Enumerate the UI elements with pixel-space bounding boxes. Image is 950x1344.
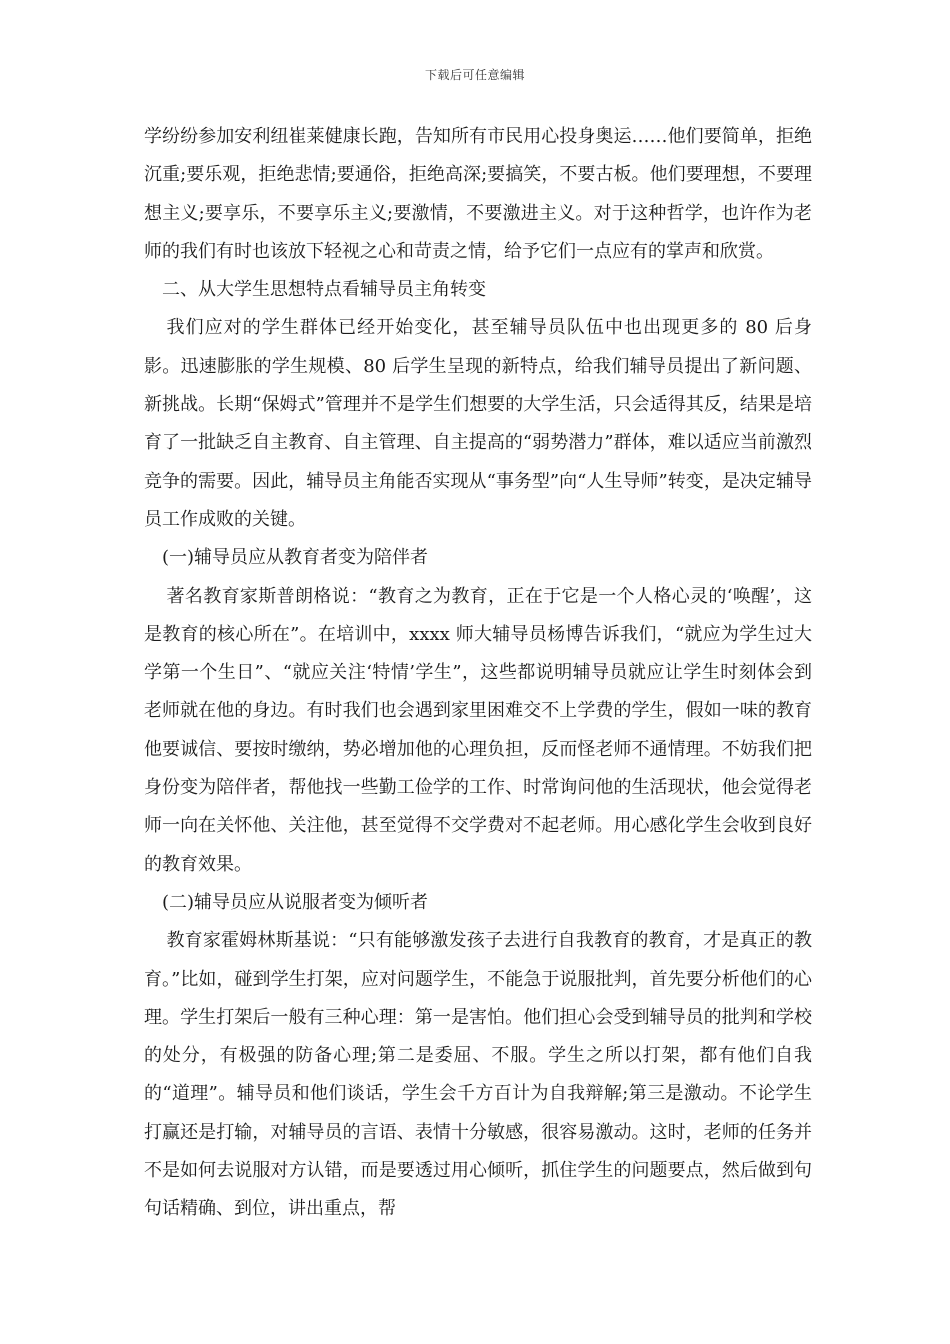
subsection-heading: (一)辅导员应从教育者变为陪伴者 — [162, 547, 429, 569]
subsection-heading: (二)辅导员应从说服者变为倾听者 — [162, 891, 429, 913]
paragraph: 著名教育家斯普朗格说：“教育之为教育，正在于它是一个人格心灵的‘唤醒’，这是教育的核心所在”。在培训中，xxxx 师大辅导员杨博告诉我们，“就应为学生过大学第一个生日”、“就应关注‘特情’学生”，这些都说明辅导员就应让学生时刻体会到老师就在他的身边。有时我们也会遇到家里困难交不上学费的学生，假如一味的教育他要诚信、要按时缴纳，势必增加他的心理负担，反而怪老师不通情理。不妨我们把身份变为陪伴者，帮他找一些勤工俭学的工作、时常询问他的生活现状，他会觉得老师一向在关怀他、关注他，甚至觉得不交学费对不起老师。用心感化学生会收到良好的教育效果。 — [144, 585, 812, 875]
paragraph: 我们应对的学生群体已经开始变化，甚至辅导员队伍中也出现更多的 80 后身影。迅速膨胀的学生规模、80 后学生呈现的新特点，给我们辅导员提出了新问题、新挑战。长期“保姆式”管理并不是学生们想要的大学生活，只会适得其反，结果是培育了一批缺乏自主教育、自主管理、自主提高的“弱势潜力”群体，难以适应当前激烈竞争的需要。因此，辅导员主角能否实现从“事务型”向“人生导师”转变，是决定辅导员工作成败的关键。 — [144, 317, 812, 530]
section-heading: 二、从大学生思想特点看辅导员主角转变 — [162, 279, 486, 301]
document-body — [144, 118, 812, 1229]
page-header-note: 下载后可任意编辑 — [424, 68, 525, 82]
paragraph-continuation: 学纷纷参加安利纽崔莱健康长跑，告知所有市民用心投身奥运……他们要简单，拒绝沉重;要乐观，拒绝悲情;要通俗，拒绝高深;要搞笑，不要古板。他们要理想，不要理想主义;要享乐，不要享乐主义;要激情，不要激进主义。对于这种哲学，也许作为老师的我们有时也该放下轻视之心和苛责之情，给予它们一点应有的掌声和欣赏。 — [144, 126, 812, 262]
paragraph: 教育家霍姆林斯基说：“只有能够激发孩子去进行自我教育的教育，才是真正的教育。”比如，碰到学生打架，应对问题学生，不能急于说服批判，首先要分析他们的心理。学生打架后一般有三种心理：第一是害怕。他们担心会受到辅导员的批判和学校的处分，有极强的防备心理;第二是委屈、不服。学生之所以打架，都有他们自我的“道理”。辅导员和他们谈话，学生会千方百计为自我辩解;第三是激动。不论学生打赢还是打输，对辅导员的言语、表情十分敏感，很容易激动。这时，老师的任务并不是如何去说服对方认错，而是要透过用心倾听，抓住学生的问题要点，然后做到句句话精确、到位，讲出重点，帮 — [144, 930, 812, 1220]
